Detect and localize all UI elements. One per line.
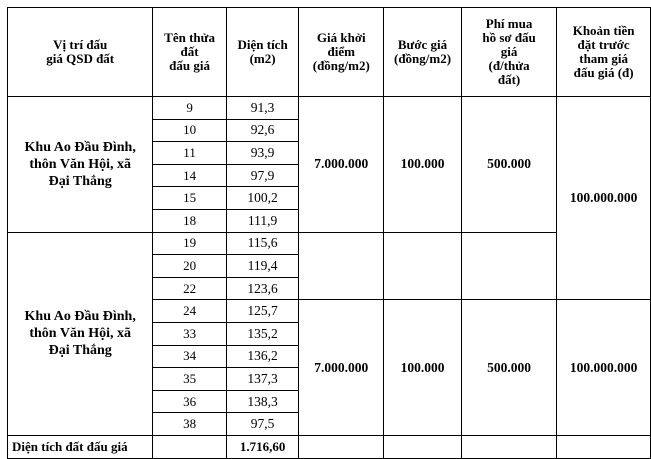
auction-table [7, 7, 651, 459]
empty-cell [384, 232, 462, 300]
header-plot: Tên thửa đất đấu giá [153, 8, 226, 97]
header-deposit: Khoản tiền đặt trước tham giá đấu giá (đ) [557, 8, 651, 97]
area-cell: 111,9 [226, 209, 299, 232]
dossier-fee-cell: 500.000 [461, 300, 556, 436]
table-row [8, 232, 651, 255]
header-area: Diện tích (m2) [226, 8, 299, 97]
area-cell: 97,9 [226, 164, 299, 187]
empty-cell [557, 435, 651, 458]
total-area: 1.716,60 [226, 435, 299, 458]
area-cell: 100,2 [226, 187, 299, 210]
plot-cell: 36 [153, 390, 226, 413]
area-cell: 135,2 [226, 322, 299, 345]
plot-cell: 19 [153, 232, 226, 255]
header-start-price: Giá khởi điểm (đồng/m2) [299, 8, 384, 97]
area-cell: 125,7 [226, 300, 299, 323]
header-location: Vị trí đấu giá QSD đất [8, 8, 153, 97]
plot-cell: 20 [153, 255, 226, 278]
plot-cell: 24 [153, 300, 226, 323]
plot-cell: 22 [153, 277, 226, 300]
plot-cell: 9 [153, 97, 226, 120]
location-cell: Khu Ao Đầu Đình, thôn Văn Hội, xã Đại Thắng [8, 232, 153, 435]
dossier-fee-cell: 500.000 [461, 97, 556, 233]
area-cell: 138,3 [226, 390, 299, 413]
location-cell: Khu Ao Đầu Đình, thôn Văn Hội, xã Đại Thắng [8, 97, 153, 233]
header-row [8, 8, 651, 97]
plot-cell: 10 [153, 119, 226, 142]
header-dossier-fee: Phí mua hồ sơ đấu giá (đ/thửa đất) [461, 8, 556, 97]
area-cell: 115,6 [226, 232, 299, 255]
empty-cell [384, 435, 462, 458]
plot-cell: 33 [153, 322, 226, 345]
deposit-cell: 100.000.000 [557, 97, 651, 300]
start-price-cell: 7.000.000 [299, 300, 384, 436]
empty-cell [299, 232, 384, 300]
area-cell: 97,5 [226, 413, 299, 436]
total-row [8, 435, 651, 458]
plot-cell: 38 [153, 413, 226, 436]
empty-cell [461, 435, 556, 458]
plot-cell: 18 [153, 209, 226, 232]
area-cell: 91,3 [226, 97, 299, 120]
area-cell: 137,3 [226, 368, 299, 391]
area-cell: 92,6 [226, 119, 299, 142]
plot-cell: 15 [153, 187, 226, 210]
plot-cell: 14 [153, 164, 226, 187]
step-price-cell: 100.000 [384, 300, 462, 436]
empty-cell [461, 232, 556, 300]
area-cell: 119,4 [226, 255, 299, 278]
empty-cell [299, 435, 384, 458]
plot-cell: 34 [153, 345, 226, 368]
step-price-cell: 100.000 [384, 97, 462, 233]
empty-cell [153, 435, 226, 458]
table-row [8, 97, 651, 120]
plot-cell: 35 [153, 368, 226, 391]
start-price-cell: 7.000.000 [299, 97, 384, 233]
header-step-price: Bước giá (đồng/m2) [384, 8, 462, 97]
deposit-cell: 100.000.000 [557, 300, 651, 436]
plot-cell: 11 [153, 142, 226, 165]
area-cell: 136,2 [226, 345, 299, 368]
area-cell: 93,9 [226, 142, 299, 165]
area-cell: 123,6 [226, 277, 299, 300]
total-label: Diện tích đất đấu giá [8, 435, 153, 458]
